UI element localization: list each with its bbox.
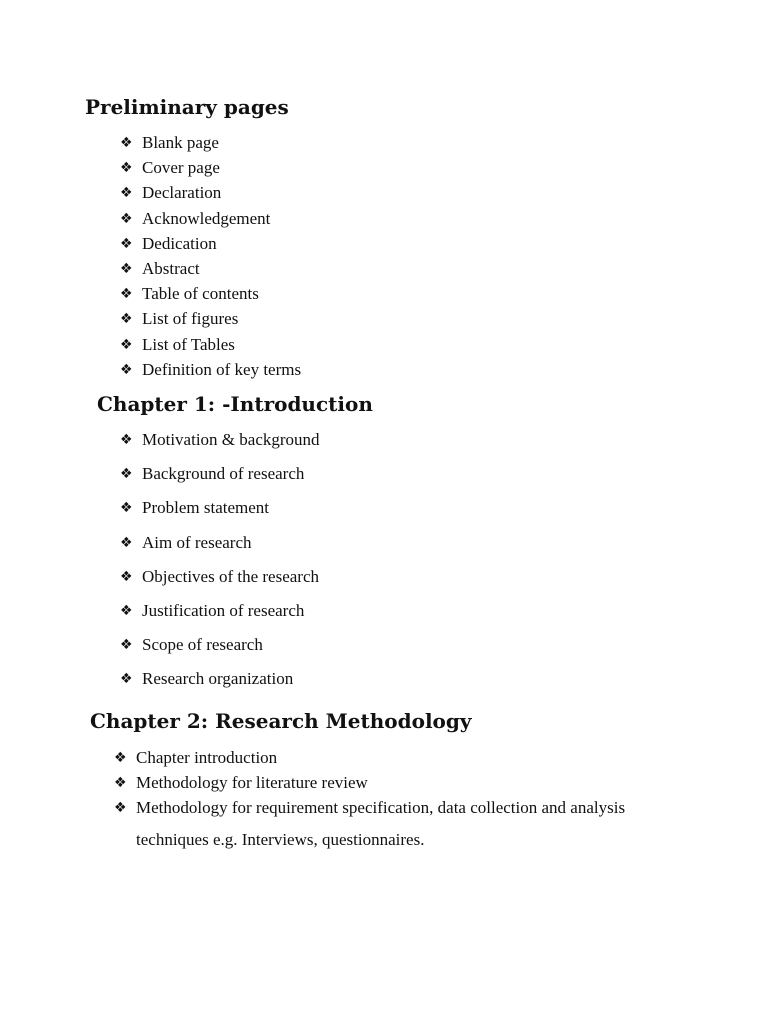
- list-item-text: List of figures: [142, 309, 239, 329]
- list-item-text: Motivation & background: [142, 430, 320, 449]
- diamond-bullet-icon: ❖: [120, 361, 133, 378]
- diamond-bullet-icon: ❖: [120, 160, 133, 177]
- diamond-bullet-icon: ❖: [114, 774, 127, 791]
- list-item: [120, 669, 440, 703]
- diamond-bullet-icon: ❖: [120, 336, 133, 353]
- list-item-text: Blank page: [142, 133, 219, 152]
- list-item: [120, 567, 440, 601]
- diamond-bullet-icon: ❖: [120, 210, 133, 227]
- list-item-text: Aim of research: [142, 532, 252, 552]
- diamond-bullet-icon: ❖: [120, 185, 133, 202]
- section-heading-preliminary: Preliminary pages: [85, 95, 289, 119]
- diamond-bullet-icon: ❖: [120, 286, 133, 303]
- list-item-text: Research organization: [142, 669, 294, 689]
- list-item-text: Chapter introduction: [136, 748, 278, 767]
- diamond-bullet-icon: ❖: [120, 534, 133, 551]
- list-item: [120, 498, 440, 532]
- list-item: [120, 464, 440, 498]
- section-heading-chapter1: Chapter 1: -Introduction: [97, 392, 373, 416]
- list-item: [120, 259, 420, 284]
- list-item: [114, 748, 714, 773]
- diamond-bullet-icon: ❖: [120, 602, 133, 619]
- list-item-text: Background of research: [142, 464, 305, 484]
- diamond-bullet-icon: ❖: [120, 500, 133, 517]
- list-item: [120, 234, 420, 259]
- diamond-bullet-icon: ❖: [120, 637, 133, 654]
- chapter1-list: [120, 430, 440, 704]
- list-item-text: Acknowledgement: [142, 208, 271, 228]
- list-item: [120, 158, 420, 183]
- list-item: [120, 360, 420, 385]
- list-item-text: Methodology for literature review: [136, 772, 368, 792]
- list-item-text: Problem statement: [142, 498, 270, 518]
- list-item: [120, 335, 420, 360]
- diamond-bullet-icon: ❖: [120, 311, 133, 328]
- diamond-bullet-icon: ❖: [120, 568, 133, 585]
- list-item-text: Methodology for requirement specification, data collection and analysis techniques e.g. Interviews, questionnaires.: [136, 797, 626, 849]
- chapter2-list: [114, 748, 714, 858]
- diamond-bullet-icon: ❖: [120, 432, 133, 448]
- list-item-text: Definition of key terms: [142, 359, 302, 379]
- list-item: [120, 533, 440, 567]
- diamond-bullet-icon: ❖: [114, 799, 127, 816]
- diamond-bullet-icon: ❖: [120, 671, 133, 688]
- diamond-bullet-icon: ❖: [120, 466, 133, 483]
- diamond-bullet-icon: ❖: [120, 235, 133, 252]
- list-item-text: Dedication: [142, 233, 217, 253]
- list-item: [120, 133, 420, 158]
- list-item: [120, 635, 440, 669]
- section-heading-chapter2: Chapter 2: Research Methodology: [90, 709, 472, 733]
- list-item-text: List of Tables: [142, 334, 235, 354]
- list-item: [120, 430, 440, 464]
- diamond-bullet-icon: ❖: [114, 750, 127, 766]
- list-item: [120, 601, 440, 635]
- list-item-text: Cover page: [142, 158, 220, 178]
- list-item-text: Objectives of the research: [142, 566, 319, 586]
- diamond-bullet-icon: ❖: [120, 135, 133, 151]
- preliminary-list: [120, 133, 420, 385]
- list-item-text: Table of contents: [142, 284, 259, 304]
- list-item-text: Abstract: [142, 258, 200, 278]
- list-item: [120, 209, 420, 234]
- list-item: [114, 798, 714, 858]
- list-item-text: Justification of research: [142, 600, 305, 620]
- list-item: [120, 309, 420, 334]
- list-item: [120, 284, 420, 309]
- diamond-bullet-icon: ❖: [120, 260, 133, 277]
- list-item: [120, 183, 420, 208]
- list-item-text: Declaration: [142, 183, 222, 203]
- list-item-text: Scope of research: [142, 635, 263, 655]
